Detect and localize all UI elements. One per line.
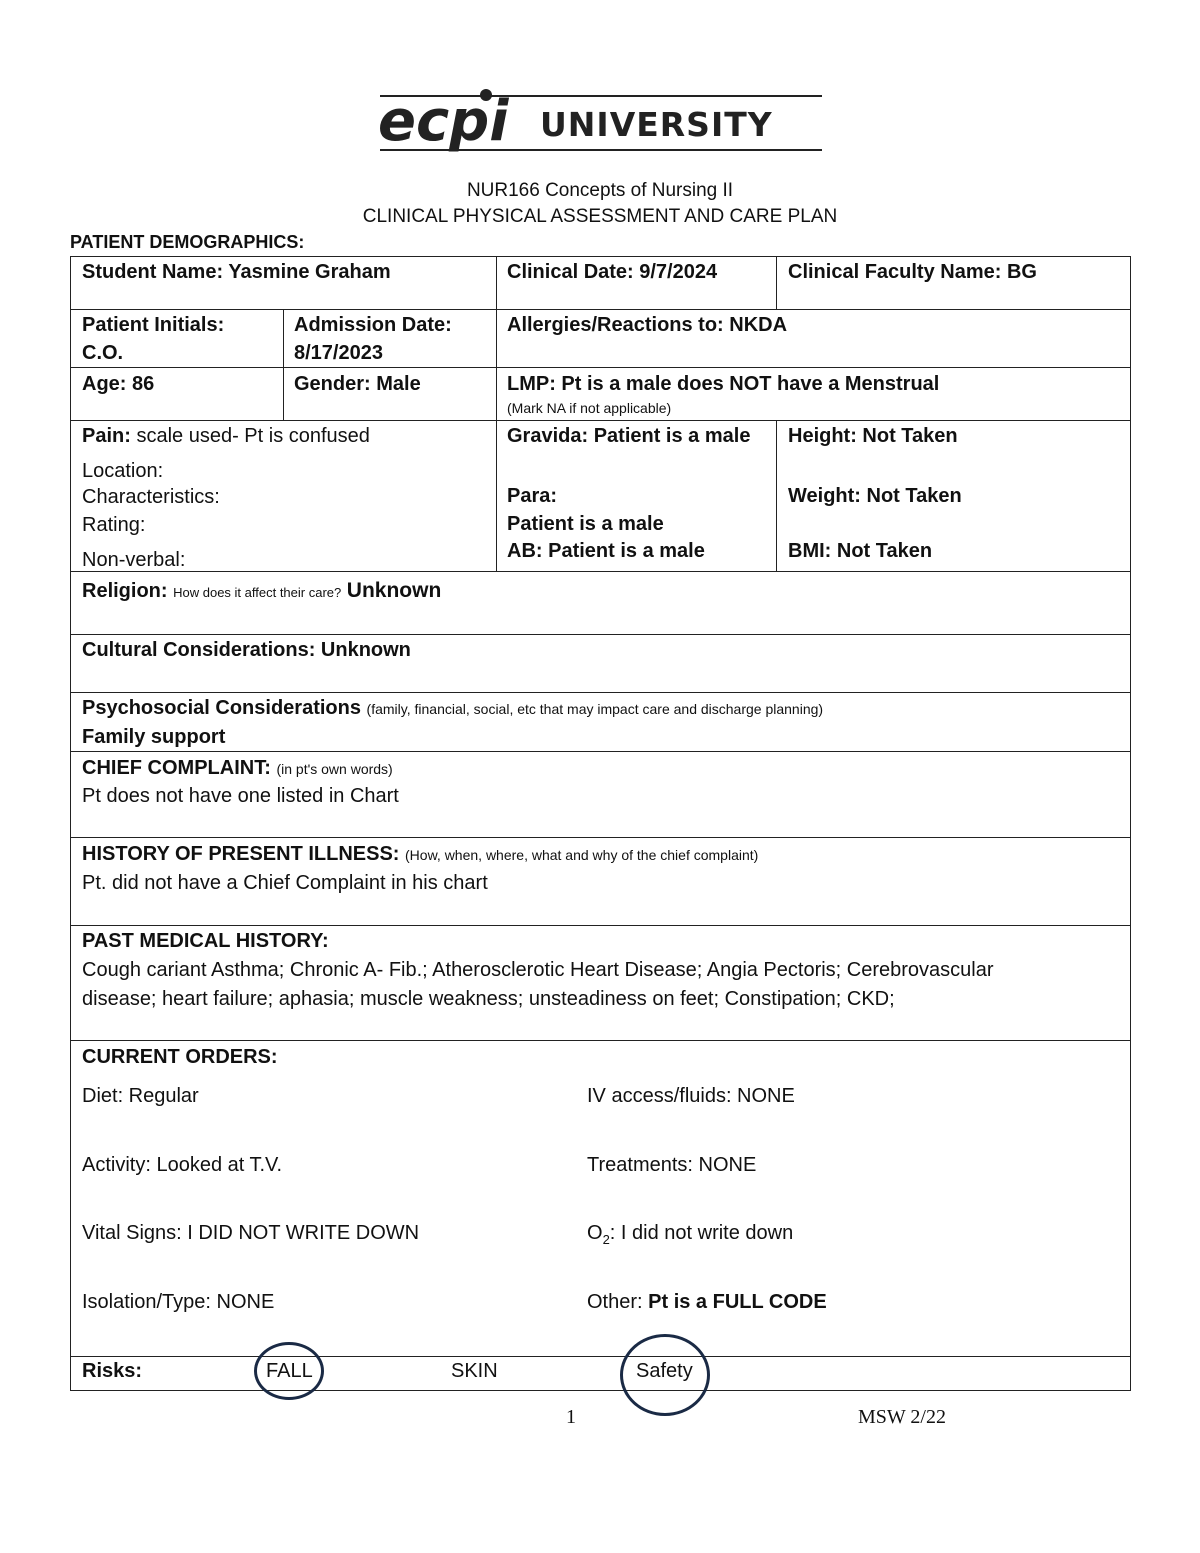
psychosocial-label: Psychosocial Considerations (82, 697, 361, 719)
ab: AB: Patient is a male (507, 540, 705, 562)
logo-graphic (378, 88, 824, 160)
lmp-note: (Mark NA if not applicable) (507, 400, 672, 416)
o2-value: : I did not write down (609, 1222, 794, 1244)
psychosocial-field (82, 694, 823, 723)
bmi: BMI: Not Taken (788, 540, 933, 562)
pain-value: scale used- Pt is confused (130, 425, 370, 447)
pain-characteristics: Characteristics: (82, 486, 220, 508)
gravida: Gravida: Patient is a male (507, 425, 751, 447)
form-title: CLINICAL PHYSICAL ASSESSMENT AND CARE PLAN (362, 206, 838, 227)
pain-nonverbal: Non-verbal: (82, 549, 186, 571)
risk-skin: SKIN (451, 1360, 498, 1382)
ecpi-university-logo (378, 88, 824, 160)
order-isolation: Isolation/Type: NONE (82, 1291, 275, 1313)
logo-word: UNIVERSITY (540, 105, 773, 144)
weight: Weight: Not Taken (788, 485, 962, 507)
patient-initials-label: Patient Initials: (82, 314, 225, 336)
current-orders-label: CURRENT ORDERS: (82, 1046, 278, 1068)
o2-subscript: 2 (602, 1232, 610, 1247)
psychosocial-note: (family, financial, social, etc that may impact care and discharge planning) (366, 701, 824, 717)
order-treatments: Treatments: NONE (587, 1154, 757, 1176)
para-value: Patient is a male (507, 513, 664, 535)
clinical-date: Clinical Date: 9/7/2024 (507, 261, 718, 283)
risk-safety: Safety (636, 1360, 693, 1382)
form-version: MSW 2/22 (858, 1406, 946, 1428)
order-vitals: Vital Signs: I DID NOT WRITE DOWN (82, 1222, 420, 1244)
order-diet: Diet: Regular (82, 1085, 199, 1107)
cultural-considerations: Cultural Considerations: Unknown (82, 639, 411, 661)
student-name: Student Name: Yasmine Graham (82, 261, 391, 283)
allergies: Allergies/Reactions to: NKDA (507, 314, 788, 336)
religion-value: Unknown (346, 579, 442, 602)
pmh-line1: Cough cariant Asthma; Chronic A- Fib.; Atherosclerotic Heart Disease; Angia Pectoris; Cerebrovascular (82, 959, 994, 981)
hpi-note: (How, when, where, what and why of the chief complaint) (405, 847, 759, 863)
religion-note: How does it affect their care? (173, 585, 342, 600)
order-o2 (587, 1219, 793, 1254)
o2-prefix: O (587, 1222, 603, 1244)
order-activity: Activity: Looked at T.V. (82, 1154, 283, 1176)
chief-complaint-value: Pt does not have one listed in Chart (82, 785, 399, 807)
religion-field (82, 577, 441, 607)
safety-circle-annotation (620, 1334, 710, 1416)
height: Height: Not Taken (788, 425, 958, 447)
lmp: LMP: Pt is a male does NOT have a Menstrual (507, 373, 940, 395)
pain-rating: Rating: (82, 514, 146, 536)
pain-label: Pain: (82, 425, 131, 447)
pain-field (82, 422, 370, 450)
chief-complaint-note: (in pt's own words) (276, 761, 393, 777)
order-iv: IV access/fluids: NONE (587, 1085, 795, 1107)
gender: Gender: Male (294, 373, 421, 395)
order-other (587, 1288, 827, 1316)
patient-initials-value: C.O. (82, 342, 124, 364)
psychosocial-value: Family support (82, 726, 226, 748)
religion-label: Religion: (82, 580, 168, 602)
pain-location: Location: (82, 460, 164, 482)
other-value: Pt is a FULL CODE (648, 1291, 827, 1313)
pmh-line2: disease; heart failure; aphasia; muscle weakness; unsteadiness on feet; Constipation; CKD; (82, 988, 895, 1010)
para-label: Para: (507, 485, 558, 507)
hpi-value: Pt. did not have a Chief Complaint in his chart (82, 872, 488, 894)
admission-date-label: Admission Date: (294, 314, 452, 336)
chief-complaint-field (82, 754, 393, 783)
clinical-faculty: Clinical Faculty Name: BG (788, 261, 1037, 283)
admission-date-value: 8/17/2023 (294, 342, 383, 364)
hpi-label: HISTORY OF PRESENT ILLNESS: (82, 843, 400, 865)
other-label: Other: (587, 1291, 649, 1313)
fall-circle-annotation (254, 1342, 324, 1400)
risk-fall: FALL (266, 1360, 313, 1382)
pmh-label: PAST MEDICAL HISTORY: (82, 930, 329, 952)
page-number: 1 (566, 1406, 576, 1428)
age: Age: 86 (82, 373, 155, 395)
risks-label: Risks: (82, 1360, 143, 1382)
course-title: NUR166 Concepts of Nursing II (466, 180, 734, 201)
section-label: PATIENT DEMOGRAPHICS: (70, 232, 305, 252)
chief-complaint-label: CHIEF COMPLAINT: (82, 757, 271, 779)
logo-mark: ecpi (378, 89, 509, 154)
hpi-field (82, 840, 758, 869)
